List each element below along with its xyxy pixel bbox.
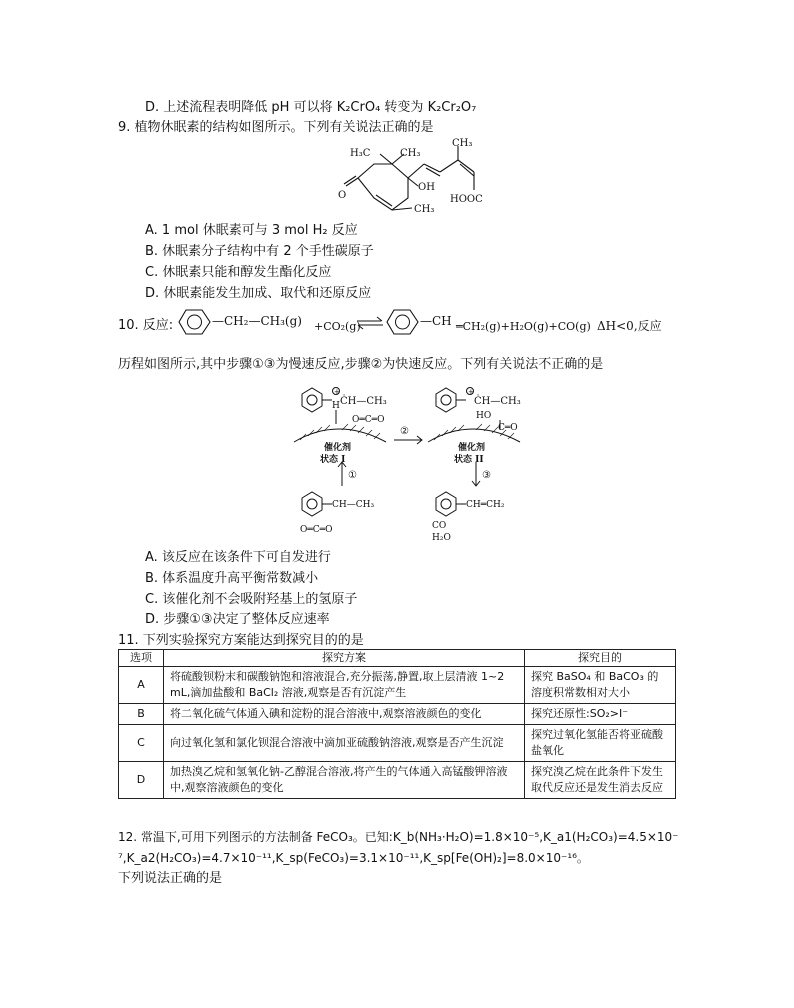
header-plan: 探究方案 [164,650,525,667]
q10-option-d: D. 步骤①③决定了整体反应速率 [145,612,330,627]
q10-stem: 历程如图所示,其中步骤①③为慢速反应,步骤②为快速反应。下列有关说法不正确的是 [118,357,604,372]
state-1-label-2: 状态 I [320,455,346,465]
abscisic-acid-structure [338,138,600,222]
plus-sign-2: + [468,388,474,396]
table-row [119,725,676,762]
q10-option-b: B. 体系温度升高平衡常数减小 [145,571,319,586]
ch3-label-chain: CH₃ [452,138,473,149]
q10-option-a: A. 该反应在该条件下可自发进行 [145,550,331,565]
ch3-label-ring: CH₃ [414,204,435,215]
state-2-label: 催化剂 [458,443,486,453]
h-label: H [332,401,340,411]
q8-option-d: D. 上述流程表明降低 pH 可以将 K₂CrO₄ 转变为 K₂Cr₂O₇ [145,100,477,115]
state-2-label-2: 状态 II [454,455,484,465]
styrene-label: CH═CH₂ [466,500,505,510]
q11-stem: 11. 下列实验探究方案能达到探究目的的是 [118,633,364,648]
table-row [119,704,676,725]
row-goal: 探究溴乙烷在此条件下发生取代反应还是发生消去反应 [525,762,676,799]
row-option: C [119,725,164,762]
c-o-label: C═O [498,423,518,433]
benzene-ring-icon [178,307,212,337]
co2-bottom-label: O═C═O [300,525,333,535]
row-plan: 将二氧化硫气体通入碘和淀粉的混合溶液中,观察溶液颜色的变化 [164,704,525,725]
row-option: B [119,704,164,725]
table-header-row [119,650,676,667]
q10-option-c: C. 该催化剂不会吸附羟基上的氢原子 [145,592,358,607]
q10-products: ═CH₂(g)+H₂O(g)+CO(g) [456,320,591,333]
q10-prefix: 10. 反应: [118,318,174,333]
q10-delta-h: ΔH<0,反应 [597,319,662,333]
q9-option-b: B. 休眠素分子结构中有 2 个手性碳原子 [145,244,374,259]
h2o-label: H₂O [432,533,451,543]
ch3-label-top: CH₃ [400,148,421,159]
q9-option-c: C. 休眠素只能和醇发生酯化反应 [145,265,332,280]
ethylbenzene-label: CH—CH₃ [332,500,375,510]
q9-stem: 9. 植物休眠素的结构如图所示。下列有关说法正确的是 [118,120,434,135]
experiment-table [118,649,676,799]
row-plan: 加热溴乙烷和氢氧化钠-乙醇混合溶液,将产生的气体通入高锰酸钾溶液中,观察溶液颜色的变化 [164,762,525,799]
header-goal: 探究目的 [525,650,676,667]
reaction-mechanism-diagram [290,380,550,548]
ch-ch3-label: ĊH—CH₃ [340,396,387,407]
step-1-label: ① [348,470,357,481]
row-goal: 探究过氧化氢能否将亚硫酸盐氧化 [525,725,676,762]
oco-label: O═C═O [352,415,385,425]
o-label: O [338,190,347,201]
row-option: A [119,667,164,704]
q10-reactant: —CH₂—CH₃(g) [212,314,302,328]
q12-line-1: 12. 常温下,可用下列图示的方法制备 FeCO₃。已知:K_b(NH₃·H₂O)=1.8×10⁻⁵,K_a1(H₂CO₃)=4.5×10⁻ [118,830,679,844]
q10-co2: +CO₂(g) [314,320,361,333]
row-option: D [119,762,164,799]
q10-product-ch: —CH [420,314,452,328]
ch-ch3-label-2: ĊH—CH₃ [474,396,521,407]
equilibrium-arrow-icon [355,316,385,330]
q12-line-3: 下列说法正确的是 [118,871,223,886]
row-goal: 探究 BaSO₄ 和 BaCO₃ 的溶度积常数相对大小 [525,667,676,704]
table-row [119,667,676,704]
plus-sign: + [334,388,340,396]
state-1-label: 催化剂 [324,443,352,453]
row-plan: 向过氧化氢和氯化钡混合溶液中滴加亚硫酸钠溶液,观察是否产生沉淀 [164,725,525,762]
step-2-label: ② [400,426,409,437]
ho-label: HO [476,411,492,421]
q12-line-2: ⁷,K_a2(H₂CO₃)=4.7×10⁻¹¹,K_sp(FeCO₃)=3.1×10⁻¹¹,K_sp[Fe(OH)₂]=8.0×10⁻¹⁶。 [118,851,589,865]
co-label: CO [432,521,447,531]
step-3-label: ③ [482,470,491,481]
hooc-label: HOOC [450,194,483,205]
h3c-label: H₃C [350,148,371,159]
q9-option-d: D. 休眠素能发生加成、取代和还原反应 [145,286,372,301]
q9-option-a: A. 1 mol 休眠素可与 3 mol H₂ 反应 [145,223,358,238]
table-row [119,762,676,799]
oh-label: OH [418,182,435,193]
benzene-ring-icon [386,307,420,337]
row-goal: 探究还原性:SO₂>I⁻ [525,704,676,725]
header-option: 选项 [119,650,164,667]
row-plan: 将硫酸钡粉末和碳酸钠饱和溶液混合,充分振荡,静置,取上层清液 1~2 mL,滴加盐酸和 BaCl₂ 溶液,观察是否有沉淀产生 [164,667,525,704]
